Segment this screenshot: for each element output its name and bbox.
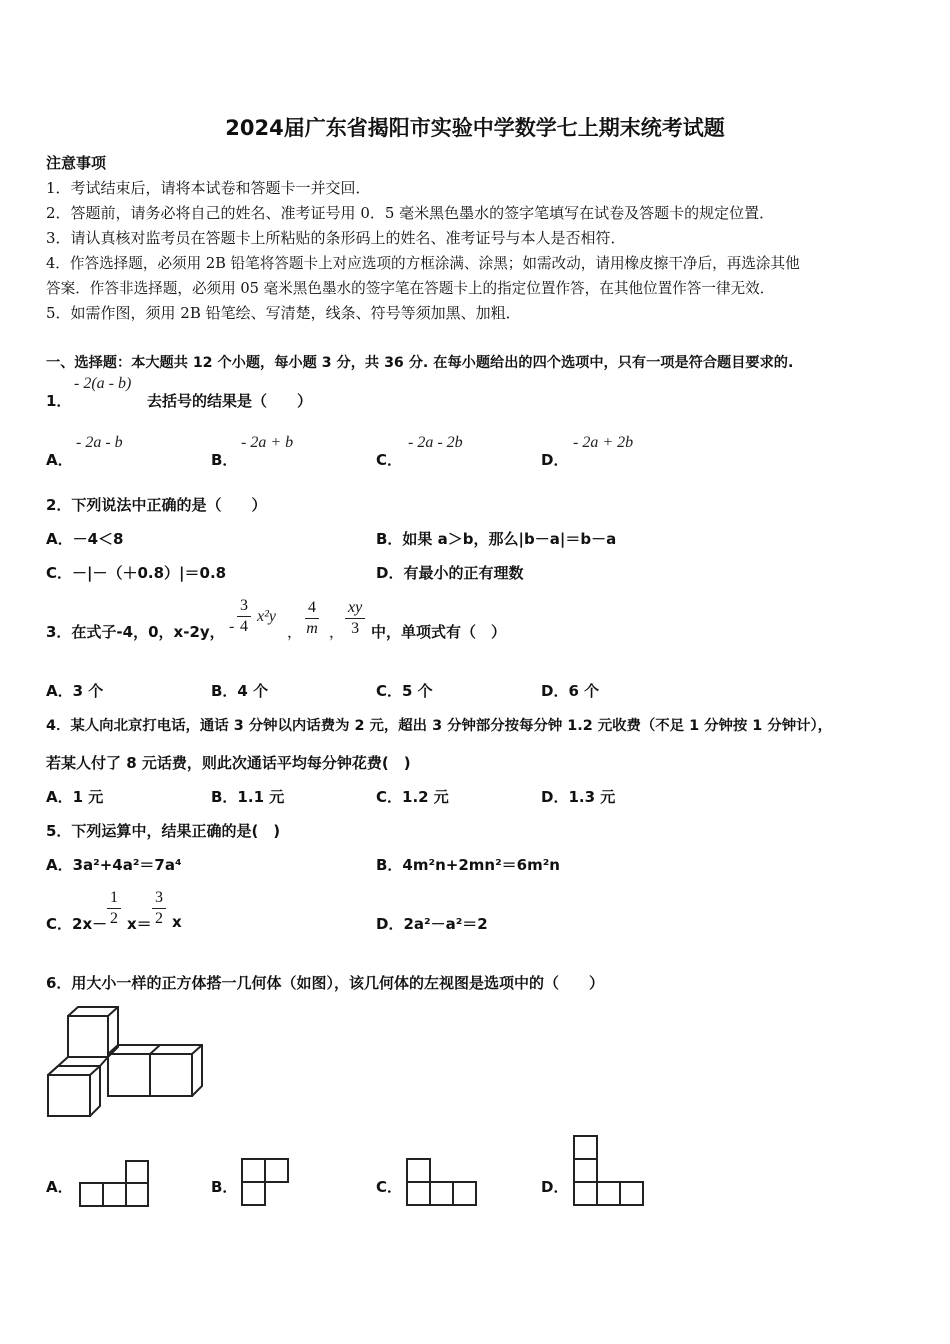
q6-option-a-view: [78, 1160, 150, 1208]
q6-label-b: B．: [211, 1178, 238, 1196]
q5-option-c-end: x: [172, 913, 182, 931]
notice-item: 5．如需作图，须用 2B 铅笔绘、写清楚，线条、符号等须加黑、加粗．: [46, 304, 521, 322]
cube-solid-figure: [46, 1004, 208, 1118]
q1-label-a: A．: [46, 451, 73, 469]
q5-fraction-denominator: 2: [155, 910, 163, 927]
section-heading: 一、选择题：本大题共 12 个小题，每小题 3 分，共 36 分. 在每小题给出的四个选项中，只有一项是符合题目要求的.: [46, 355, 794, 371]
notice-item: 3．请认真核对监考员在答题卡上所粘贴的条形码上的姓名、准考证号与本人是否相符．: [46, 229, 626, 247]
notice-item: 2．答题前，请务必将自己的姓名、准考证号用 0．5 毫米黑色墨水的签字笔填写在试卷及答题卡的规定位置．: [46, 204, 775, 222]
q5-stem: 5．下列运算中，结果正确的是( ): [46, 822, 281, 840]
q3-fraction-denominator: 3: [351, 620, 360, 637]
notice-item: 答案．作答非选择题，必须用 05 毫米黑色墨水的签字笔在答题卡上的指定位置作答，在其他位置作答一律无效．: [46, 280, 775, 297]
q4-option-c: C．1.2 元: [376, 788, 449, 806]
q3-option-b: B．4 个: [211, 682, 269, 700]
q6-stem: 6．用大小一样的正方体搭一几何体（如图），该几何体的左视图是选项中的（ ）: [46, 974, 604, 992]
page-title: 2024届广东省揭阳市实验中学数学七上期末统考试题: [225, 116, 725, 140]
notice-item: 1．考试结束后，请将本试卷和答题卡一并交回．: [46, 179, 371, 197]
q3-fraction-numerator: 3: [237, 596, 251, 617]
q4-option-d: D．1.3 元: [541, 788, 616, 806]
q5-fraction-three-halves: [152, 888, 166, 929]
q3-option-c: C．5 个: [376, 682, 433, 700]
q3-stem-start: 3．在式子-4，0，x-2y，: [46, 623, 225, 641]
q6-label-d: D．: [541, 1178, 569, 1196]
q5-fraction-numerator: 3: [152, 888, 166, 909]
q3-stem-end: 中，单项式有（ ）: [371, 623, 507, 641]
q2-option-a: A．－4＜8: [46, 530, 124, 548]
q4-option-a: A．1 元: [46, 788, 104, 806]
q6-label-c: C．: [376, 1178, 403, 1196]
q1-label-d: D．: [541, 451, 569, 469]
q3-comma: ，: [329, 623, 345, 641]
q5-option-c-start: C．2x－: [46, 915, 108, 933]
q1-option-d: - 2a + 2b: [573, 434, 634, 451]
q6-label-a: A．: [46, 1178, 73, 1196]
q1-option-b: - 2a + b: [241, 434, 294, 451]
q3-fraction-denominator: 4: [240, 618, 248, 635]
q4-option-b: B．1.1 元: [211, 788, 285, 806]
q2-option-d: D．有最小的正有理数: [376, 564, 524, 582]
q1-expression: - 2(a - b): [74, 375, 132, 392]
q3-fraction-three-quarters: [237, 596, 251, 637]
q3-option-d: D．6 个: [541, 682, 600, 700]
q3-fraction-4-over-m: [305, 598, 319, 639]
q1-stem: 去括号的结果是（ ）: [147, 392, 313, 410]
q3-comma: ，: [287, 623, 303, 641]
q6-option-d-view: [573, 1135, 645, 1207]
q1-label-b: B．: [211, 451, 238, 469]
q3-option-a: A．3 个: [46, 682, 104, 700]
q2-stem: 2．下列说法中正确的是（ ）: [46, 496, 267, 514]
q6-option-b-view: [241, 1158, 291, 1208]
q5-option-b: B．4m²n+2mn²＝6m²n: [376, 856, 560, 874]
q5-fraction-denominator: 2: [110, 910, 118, 927]
q3-fraction-numerator: xy: [345, 598, 365, 619]
q6-option-c-view: [406, 1158, 478, 1206]
q5-option-c-mid: x＝: [127, 915, 152, 933]
q5-option-d: D．2a²－a²＝2: [376, 915, 488, 933]
q3-fraction-xy-over-3: [345, 598, 365, 639]
q4-stem-line2: 若某人付了 8 元话费，则此次通话平均每分钟花费( ): [46, 754, 411, 772]
q5-fraction-one-half: [107, 888, 121, 929]
notice-item: 4．作答选择题，必须用 2B 铅笔将答题卡上对应选项的方框涂满、涂黑；如需改动，请用橡皮擦干净后，再选涂其他: [46, 255, 800, 272]
q3-fraction-denominator: m: [306, 620, 318, 637]
q1-option-a: - 2a - b: [76, 434, 123, 451]
notice-heading: 注意事项: [46, 154, 107, 172]
q3-x2y: x²y: [257, 608, 276, 625]
q2-option-b: B．如果 a＞b，那么|b－a|＝b－a: [376, 530, 617, 548]
q4-stem-line1: 4．某人向北京打电话，通话 3 分钟以内话费为 2 元，超出 3 分钟部分按每分钟 1.2 元收费（不足 1 分钟按 1 分钟计），: [46, 718, 833, 734]
q1-number: 1．: [46, 392, 72, 410]
q5-fraction-numerator: 1: [107, 888, 121, 909]
q3-fraction-numerator: 4: [305, 598, 319, 619]
q3-minus-sign: -: [229, 618, 235, 635]
q5-option-a: A．3a²+4a²＝7a⁴: [46, 856, 182, 874]
q1-option-c: - 2a - 2b: [408, 434, 463, 451]
q2-option-c: C．－|－（＋0.8）|＝0.8: [46, 564, 227, 582]
q1-label-c: C．: [376, 451, 403, 469]
